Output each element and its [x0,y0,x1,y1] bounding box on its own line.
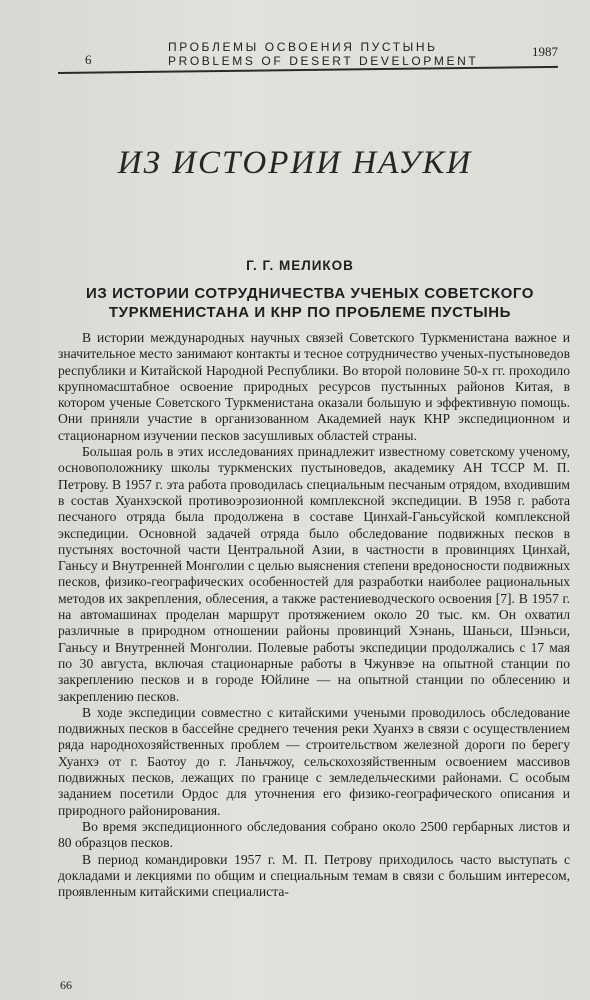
journal-title-en: PROBLEMS OF DESERT DEVELOPMENT [168,54,479,68]
page-number: 6 [85,52,92,67]
section-title: ИЗ ИСТОРИИ НАУКИ [117,145,473,181]
publication-year: 1987 [532,44,558,59]
journal-title-ru: ПРОБЛЕМЫ ОСВОЕНИЯ ПУСТЫНЬ [168,40,438,54]
paragraph: Большая роль в этих исследованиях принадлежит известному советскому ученому, основоположнику школы туркменских пустыноведов, академику АН ТССР М. П. Петрову. В 1957 г. эта работа проводилась специальным песчаным отрядом, входившим в состав Хуанхэской противоэрозионной комплексной экспедиции. В 1958 г. работа песчаного отряда была продолжена в составе Цинхай-Ганьсуйской комплексной экспедиции. Основной задачей отряда было обследование подвижных песков в пустынях восточной части Центральной Азии, в частности в провинциях Цинхай, Ганьсу и Внутренней Монголии с целью выяснения степени вредоносности подвижных песков, физико-географических особенностей для разработки наиболее рациональных методов их закрепления, облесения, а также растениеводческого освоения [7]. В 1957 г. на автомашинах проделан маршрут протяжением около 20 тыс. км. Он охватил различные в природном отношении районы провинций Хэнань, Шаньси, Шэньси, Ганьсу и Внутренней Монголии. Полевые работы экспедиции продолжались с 17 мая по 30 августа, включая стационарные работы в Чжунвэе на опытной станции по закреплению песков и в городе Юйлине — на опытной станции по облесению и закреплению песков. [58,444,570,704]
running-header [58,30,558,76]
article-body [58,330,570,900]
paragraph: Во время экспедиционного обследования собрано около 2500 гербарных листов и 80 образцов песков. [58,818,570,851]
paragraph: В истории международных научных связей Советского Туркменистана важное и значительное место занимают контакты и тесное сотрудничество ученых-пустыноведов республики и Китайской Народной Республики. Во второй половине 50-х гг. проходило крупномасштабное освоение природных ресурсов пустынных районов Китая, в котором ученые Советского Туркменистана оказали большую и эффективную помощь. Они приняли участие в организованном Академией наук КНР экспедиционном и стационарном изучении песков засушливых областей страны. [58,330,570,443]
author-name: Г. Г. МЕЛИКОВ [246,258,354,273]
article-title: ИЗ ИСТОРИИ СОТРУДНИЧЕСТВА УЧЕНЫХ СОВЕТСКОГО ТУРКМЕНИСТАНА И КНР ПО ПРОБЛЕМЕ ПУСТЫНЬ [85,285,535,321]
paragraph: В ходе экспедиции совместно с китайскими учеными проводилось обследование подвижных песков в бассейне среднего течения реки Хуанхэ в связи с осуществлением ряда народнохозяйственных проблем — строительством железной дороги по берегу Хуанхэ от г. Баотоу до г. Ланьчжоу, сельскохозяйственным освоением массивов подвижных песков, лежащих по границе с земледельческими районами. С особым заданием посетили Ордос для уточнения его физико-географического описания и природного районирования. [58,704,570,818]
paragraph: В период командировки 1957 г. М. П. Петрову приходилось часто выступать с докладами и лекциями по общим и специальным темам в связи с большим интересом, проявленным китайскими специалиста- [58,851,570,900]
footer-page-number: 66 [60,978,72,992]
